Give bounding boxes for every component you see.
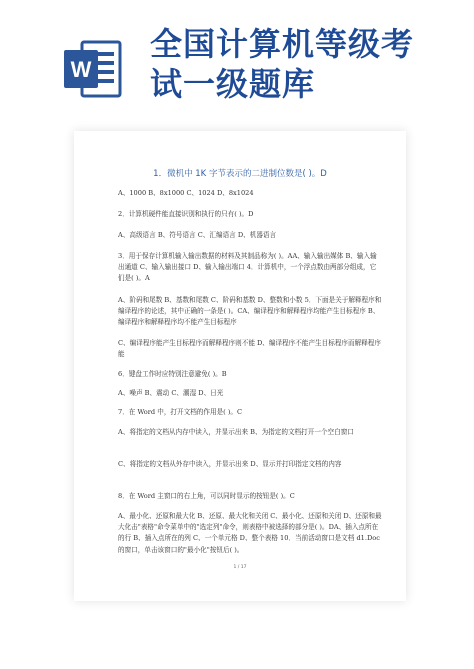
banner-title-line1: 全国计算机等级考 xyxy=(150,25,415,63)
banner-title xyxy=(150,24,450,104)
banner-title-line2: 试一级题库 xyxy=(150,65,316,103)
paragraph: 8．在 Word 主窗口的右上角，可以同时显示的按钮是( )。C xyxy=(118,492,295,500)
paragraph: A、将指定的文档从内存中读入，并显示出来 B、为指定的文档打开一个空白窗口 xyxy=(118,428,354,436)
word-icon-letter: W xyxy=(70,57,92,82)
word-document-icon xyxy=(62,38,124,100)
paragraph: 7．在 Word 中，打开文档的作用是( )。C xyxy=(118,408,243,416)
paragraph: A、最小化、还原和最大化 B、还原、最大化和关闭 C、最小化、还原和关闭 D、还原和最大化击"表格"命令菜单中的"选定列"命令，则表格中被选择的部分是( )。DA、插入点所在的行 B、插入点所在的列 C、一个单元格 D、整个表格 10．当前活动窗口是文档 d1.Doc 的窗口，单击该窗口的"最小化"按钮后( )。 xyxy=(118,512,382,554)
document-page xyxy=(74,131,406,601)
page-number: 1 / 17 xyxy=(233,565,247,570)
paragraph: A、阶码和尾数 B、基数和尾数 C、阶码和基数 D、整数和小数 5．下面是关于解释程序和编译程序的论述，其中正确的一条是( )。CA、编译程序和解释程序均能产生目标程序 B、编译程序和解释程序均不能产生目标程序 xyxy=(118,296,382,327)
paragraph: 2．计算机硬件能直接识别和执行的只有( )。D xyxy=(118,210,254,218)
paragraph: C、编译程序能产生目标程序而解释程序则不能 D、编译程序不能产生目标程序而解释程序能 xyxy=(118,339,381,359)
paragraph: A、高级语言 B、符号语言 C、汇编语言 D、机器语言 xyxy=(118,231,277,239)
paragraph: C、将指定的文档从外存中读入，并显示出来 D、显示并打印指定文档的内容 xyxy=(118,460,342,468)
paragraph: A、1000 B、8x1000 C、1024 D、8x1024 xyxy=(118,189,254,197)
banner xyxy=(0,0,474,110)
paragraph: A、噪声 B、震动 C、潮湿 D、日光 xyxy=(118,389,224,397)
paragraph: 6．键盘工作时应特别注意避免( )。B xyxy=(118,370,227,378)
paragraph: 3．用于保存计算机输入输出数据的材料及其制品称为( )。AA、输入输出媒体 B、输入输出通道 C、输入输出接口 D、输入输出端口 4．计算机中，一个浮点数由两部分组成，它们是( )。A xyxy=(118,252,377,283)
question-heading: 1．微机中 1K 字节表示的二进制位数是( )。D xyxy=(153,169,327,179)
